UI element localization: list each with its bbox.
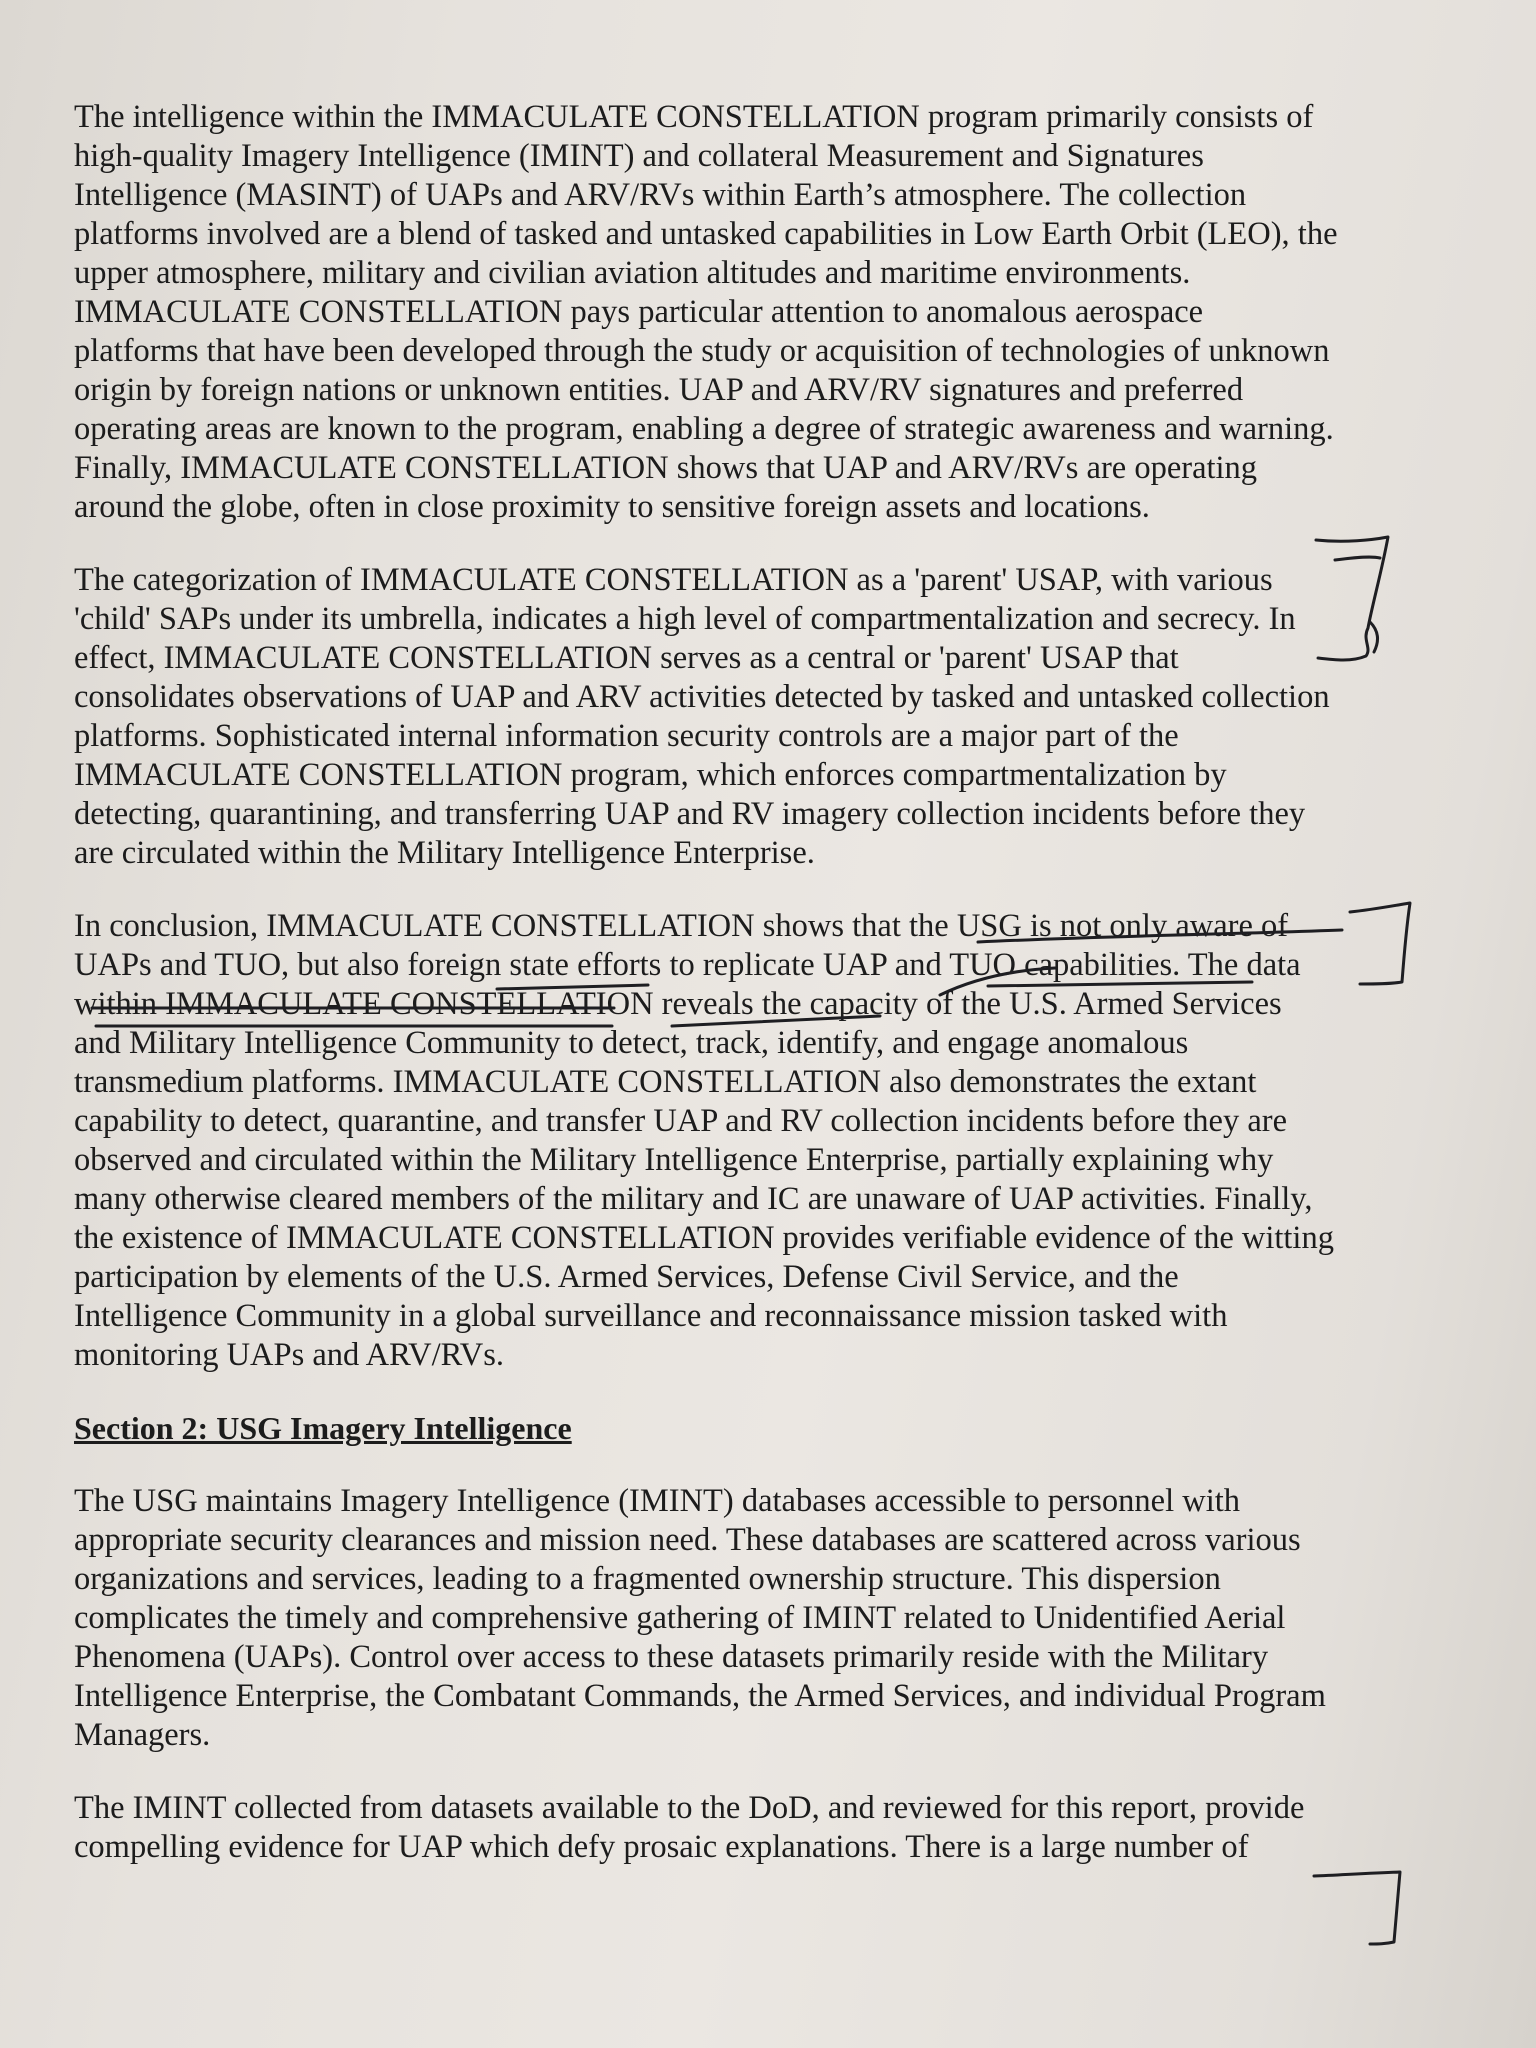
text-line: The categorization of IMMACULATE CONSTELLATION as a 'parent' USAP, with various (74, 562, 1273, 598)
text-line: IMMACULATE CONSTELLATION pays particular attention to anomalous aerospace (74, 294, 1204, 330)
text-line: platforms involved are a blend of tasked and untasked capabilities in Low Earth Orbit (LEO), the (74, 216, 1338, 252)
text-line: appropriate security clearances and mission need. These databases are scattered across various (74, 1522, 1301, 1558)
text-line: capability to detect, quarantine, and transfer UAP and RV collection incidents before they are (74, 1103, 1288, 1139)
text-line: consolidates observations of UAP and ARV activities detected by tasked and untasked collection (74, 679, 1330, 715)
text-line: are circulated within the Military Intelligence Enterprise. (74, 835, 815, 871)
text-line: origin by foreign nations or unknown entities. UAP and ARV/RV signatures and preferred (74, 372, 1244, 408)
text-line: The intelligence within the IMMACULATE CONSTELLATION program primarily consists of (74, 99, 1314, 135)
text-line: platforms that have been developed through the study or acquisition of technologies of unknown (74, 333, 1330, 369)
text-line: UAPs and TUO, but also foreign state efforts to replicate UAP and TUO capabilities. The data (74, 947, 1301, 983)
text-line: effect, IMMACULATE CONSTELLATION serves as a central or 'parent' USAP that (74, 640, 1179, 676)
text-line: organizations and services, leading to a fragmented ownership structure. This dispersion (74, 1561, 1221, 1597)
text-line: Phenomena (UAPs). Control over access to these datasets primarily reside with the Military (74, 1639, 1269, 1675)
text-line: Managers. (74, 1717, 211, 1753)
section-heading: Section 2: USG Imagery Intelligence (74, 1410, 572, 1446)
text-line: around the globe, often in close proximity to sensitive foreign assets and locations. (74, 489, 1150, 525)
text-line: within IMMACULATE CONSTELLATION reveals the capacity of the U.S. Armed Services (74, 986, 1282, 1022)
text-line: monitoring UAPs and ARV/RVs. (74, 1337, 504, 1373)
text-line: upper atmosphere, military and civilian aviation altitudes and maritime environments. (74, 255, 1191, 291)
text-line: many otherwise cleared members of the military and IC are unaware of UAP activities. Finally, (74, 1181, 1313, 1217)
paragraph-imint-databases (74, 1482, 1404, 1755)
text-line: platforms. Sophisticated internal information security controls are a major part of the (74, 718, 1179, 754)
paragraph-categorization (74, 561, 1404, 873)
text-line: high-quality Imagery Intelligence (IMINT) and collateral Measurement and Signatures (74, 138, 1204, 174)
text-line: Intelligence Enterprise, the Combatant Commands, the Armed Services, and individual Program (74, 1678, 1326, 1714)
text-line: Intelligence (MASINT) of UAPs and ARV/RVs within Earth’s atmosphere. The collection (74, 177, 1247, 213)
text-line: The IMINT collected from datasets available to the DoD, and reviewed for this report, provide (74, 1790, 1305, 1826)
text-line: participation by elements of the U.S. Armed Services, Defense Civil Service, and the (74, 1259, 1179, 1295)
text-line: detecting, quarantining, and transferring UAP and RV imagery collection incidents before they (74, 796, 1306, 832)
text-line: IMMACULATE CONSTELLATION program, which enforces compartmentalization by (74, 757, 1227, 793)
paragraph-imint-evidence (74, 1789, 1404, 1867)
text-line: transmedium platforms. IMMACULATE CONSTELLATION also demonstrates the extant (74, 1064, 1257, 1100)
text-line: In conclusion, IMMACULATE CONSTELLATION shows that the USG is not only aware of (74, 908, 1289, 944)
text-line: The USG maintains Imagery Intelligence (IMINT) databases accessible to personnel with (74, 1483, 1241, 1519)
text-line: the existence of IMMACULATE CONSTELLATION provides verifiable evidence of the witting (74, 1220, 1334, 1256)
text-line: complicates the timely and comprehensive gathering of IMINT related to Unidentified Aerial (74, 1600, 1286, 1636)
text-line: Finally, IMMACULATE CONSTELLATION shows that UAP and ARV/RVs are operating (74, 450, 1258, 486)
text-line: operating areas are known to the program, enabling a degree of strategic awareness and warning. (74, 411, 1334, 447)
text-line: Intelligence Community in a global surveillance and reconnaissance mission tasked with (74, 1298, 1228, 1334)
paragraph-intelligence-overview (74, 98, 1404, 527)
text-line: compelling evidence for UAP which defy prosaic explanations. There is a large number of (74, 1829, 1249, 1865)
text-line: observed and circulated within the Military Intelligence Enterprise, partially explaining why (74, 1142, 1274, 1178)
text-line: and Military Intelligence Community to detect, track, identify, and engage anomalous (74, 1025, 1189, 1061)
text-line: 'child' SAPs under its umbrella, indicates a high level of compartmentalization and secrecy. In (74, 601, 1296, 637)
document-body (74, 98, 1404, 1901)
paragraph-conclusion (74, 907, 1404, 1375)
